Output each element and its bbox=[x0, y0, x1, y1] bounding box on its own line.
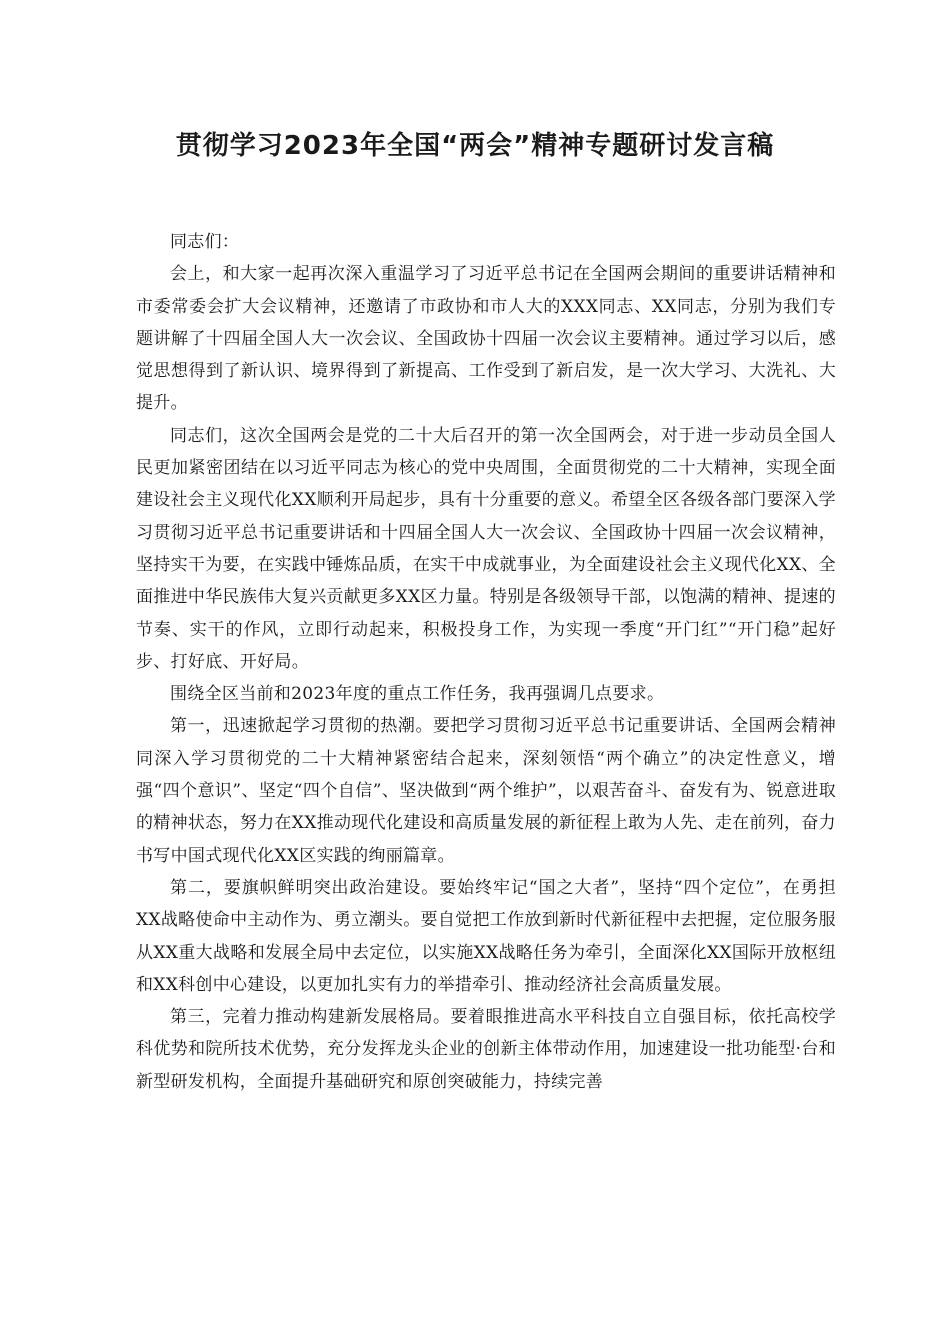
paragraph-salutation: 同志们： bbox=[170, 232, 240, 252]
document-body bbox=[136, 226, 836, 1098]
paragraph-1: 会上，和大家一起再次深入重温学习了习近平总书记在全国两会期间的重要讲话精神和市委常委会扩大会议精神，还邀请了市政协和市人大的XXX同志、XX同志，分别为我们专题讲解了十四届全国人大一次会议、全国政协十四届一次会议主要精神。通过学习以后，感觉思想得到了新认识、境界得到了新提高、工作受到了新启发，是一次大学习、大洗礼、大提升。 bbox=[136, 264, 836, 414]
paragraph-4: 第一，迅速掀起学习贯彻的热潮。要把学习贯彻习近平总书记重要讲话、全国两会精神同深入学习贯彻党的二十大精神紧密结合起来，深刻领悟“两个确立”的决定性意义，增强“四个意识”、坚定“四个自信”、坚决做到“两个维护”，以艰苦奋斗、奋发有为、锐意进取的精神状态，努力在XX推动现代化建设和高质量发展的新征程上敢为人先、走在前列，奋力书写中国式现代化XX区实践的绚丽篇章。 bbox=[136, 716, 836, 866]
document-title: 贯彻学习2023年全国“两会”精神专题研讨发言稿 bbox=[175, 131, 775, 161]
paragraph-6: 第三，完着力推动构建新发展格局。要着眼推进高水平科技自立自强目标，依托高校学科优势和院所技术优势，充分发挥龙头企业的创新主体带动作用，加速建设一批功能型·台和新型研发机构，全面提升基础研究和原创突破能力，持续完善 bbox=[136, 1007, 836, 1092]
paragraph-2: 同志们，这次全国两会是党的二十大后召开的第一次全国两会，对于进一步动员全国人民更加紧密团结在以习近平同志为核心的党中央周围，全面贯彻党的二十大精神，实现全面建设社会主义现代化XX顺利开局起步，具有十分重要的意义。希望全区各级各部门要深入学习贯彻习近平总书记重要讲话和十四届全国人大一次会议、全国政协十四届一次会议精神，坚持实干为要，在实践中锤炼品质，在实干中成就事业，为全面建设社会主义现代化XX、全面推进中华民族伟大复兴贡献更多XX区力量。特别是各级领导干部，以饱满的精神、提速的节奏、实干的作风，立即行动起来，积极投身工作，为实现一季度“开门红”“开门稳”起好步、打好底、开好局。 bbox=[136, 425, 836, 672]
paragraph-5: 第二，要旗帜鲜明突出政治建设。要始终牢记“国之大者”，坚持“四个定位”，在勇担XX战略使命中主动作为、勇立潮头。要自觉把工作放到新时代新征程中去把握，定位服务服从XX重大战略和发展全局中去定位，以实施XX战略任务为牵引，全面深化XX国际开放枢纽和XX科创中心建设，以更加扎实有力的举措牵引、推动经济社会高质量发展。 bbox=[136, 877, 836, 995]
paragraph-3: 围绕全区当前和2023年度的重点工作任务，我再强调几点要求。 bbox=[170, 684, 665, 705]
